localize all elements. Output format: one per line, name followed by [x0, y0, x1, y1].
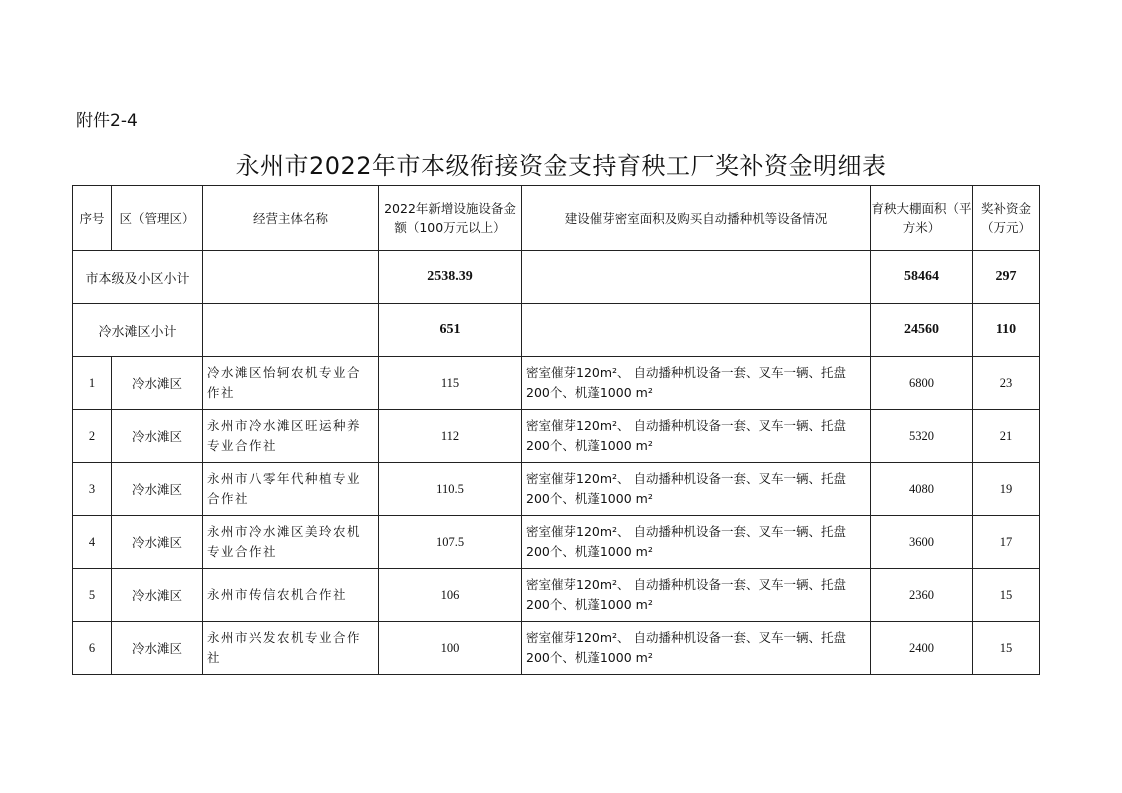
- subsidy-table: [72, 185, 1040, 675]
- row-seq: 4: [73, 516, 112, 569]
- row-district: 冷水滩区: [112, 569, 203, 622]
- subtotal-row: [73, 251, 1040, 304]
- row-subsidy: 19: [973, 463, 1040, 516]
- table-row: [73, 410, 1040, 463]
- subtotal-label: 冷水滩区小计: [73, 304, 203, 357]
- header-subsidy: 奖补资金（万元）: [973, 186, 1040, 251]
- subtotal-equipment: [522, 251, 871, 304]
- row-amount: 107.5: [379, 516, 522, 569]
- subtotal-entity: [203, 304, 379, 357]
- row-district: 冷水滩区: [112, 410, 203, 463]
- subtotal-label: 市本级及小区小计: [73, 251, 203, 304]
- row-entity: 冷水滩区怡轲农机专业合作社: [203, 357, 379, 410]
- row-area: 3600: [871, 516, 973, 569]
- subtotal-subsidy: 110: [973, 304, 1040, 357]
- subtotal-equipment: [522, 304, 871, 357]
- row-seq: 5: [73, 569, 112, 622]
- row-entity: 永州市传信农机合作社: [203, 569, 379, 622]
- row-amount: 115: [379, 357, 522, 410]
- row-area: 4080: [871, 463, 973, 516]
- subtotal-area: 24560: [871, 304, 973, 357]
- row-area: 5320: [871, 410, 973, 463]
- header-entity: 经营主体名称: [203, 186, 379, 251]
- header-seq: 序号: [73, 186, 112, 251]
- document-title: 永州市2022年市本级衔接资金支持育秧工厂奖补资金明细表: [235, 152, 887, 180]
- row-equipment: 密室催芽120m²、 自动播种机设备一套、叉车一辆、托盘200个、机蓬1000 m²: [522, 622, 871, 675]
- table-header-row: [73, 186, 1040, 251]
- table-row: [73, 463, 1040, 516]
- header-district: 区（管理区）: [112, 186, 203, 251]
- row-equipment: 密室催芽120m²、 自动播种机设备一套、叉车一辆、托盘200个、机蓬1000 m²: [522, 410, 871, 463]
- row-area: 2400: [871, 622, 973, 675]
- row-district: 冷水滩区: [112, 357, 203, 410]
- row-area: 2360: [871, 569, 973, 622]
- row-district: 冷水滩区: [112, 516, 203, 569]
- row-entity: 永州市冷水滩区旺运种养专业合作社: [203, 410, 379, 463]
- row-amount: 100: [379, 622, 522, 675]
- row-district: 冷水滩区: [112, 622, 203, 675]
- header-equipment: 建设催芽密室面积及购买自动播种机等设备情况: [522, 186, 871, 251]
- row-subsidy: 21: [973, 410, 1040, 463]
- subtotal-subsidy: 297: [973, 251, 1040, 304]
- subtotal-entity: [203, 251, 379, 304]
- header-amount: 2022年新增设施设备金额（100万元以上）: [379, 186, 522, 251]
- row-area: 6800: [871, 357, 973, 410]
- subtotal-amount: 2538.39: [379, 251, 522, 304]
- row-entity: 永州市冷水滩区美玲农机专业合作社: [203, 516, 379, 569]
- table-row: [73, 357, 1040, 410]
- row-seq: 6: [73, 622, 112, 675]
- row-amount: 106: [379, 569, 522, 622]
- row-seq: 1: [73, 357, 112, 410]
- subtotal-row: [73, 304, 1040, 357]
- row-equipment: 密室催芽120m²、 自动播种机设备一套、叉车一辆、托盘200个、机蓬1000 m²: [522, 569, 871, 622]
- row-subsidy: 17: [973, 516, 1040, 569]
- row-subsidy: 23: [973, 357, 1040, 410]
- row-seq: 3: [73, 463, 112, 516]
- row-district: 冷水滩区: [112, 463, 203, 516]
- row-amount: 110.5: [379, 463, 522, 516]
- table-row: [73, 622, 1040, 675]
- table-row: [73, 516, 1040, 569]
- subtotal-amount: 651: [379, 304, 522, 357]
- row-subsidy: 15: [973, 569, 1040, 622]
- table-row: [73, 569, 1040, 622]
- row-subsidy: 15: [973, 622, 1040, 675]
- row-seq: 2: [73, 410, 112, 463]
- attachment-label: 附件2-4: [76, 111, 138, 131]
- row-entity: 永州市兴发农机专业合作社: [203, 622, 379, 675]
- row-equipment: 密室催芽120m²、 自动播种机设备一套、叉车一辆、托盘200个、机蓬1000 m²: [522, 357, 871, 410]
- row-entity: 永州市八零年代种植专业合作社: [203, 463, 379, 516]
- subtotal-area: 58464: [871, 251, 973, 304]
- row-amount: 112: [379, 410, 522, 463]
- header-area: 育秧大棚面积（平方米）: [871, 186, 973, 251]
- row-equipment: 密室催芽120m²、 自动播种机设备一套、叉车一辆、托盘200个、机蓬1000 m²: [522, 463, 871, 516]
- row-equipment: 密室催芽120m²、 自动播种机设备一套、叉车一辆、托盘200个、机蓬1000 m²: [522, 516, 871, 569]
